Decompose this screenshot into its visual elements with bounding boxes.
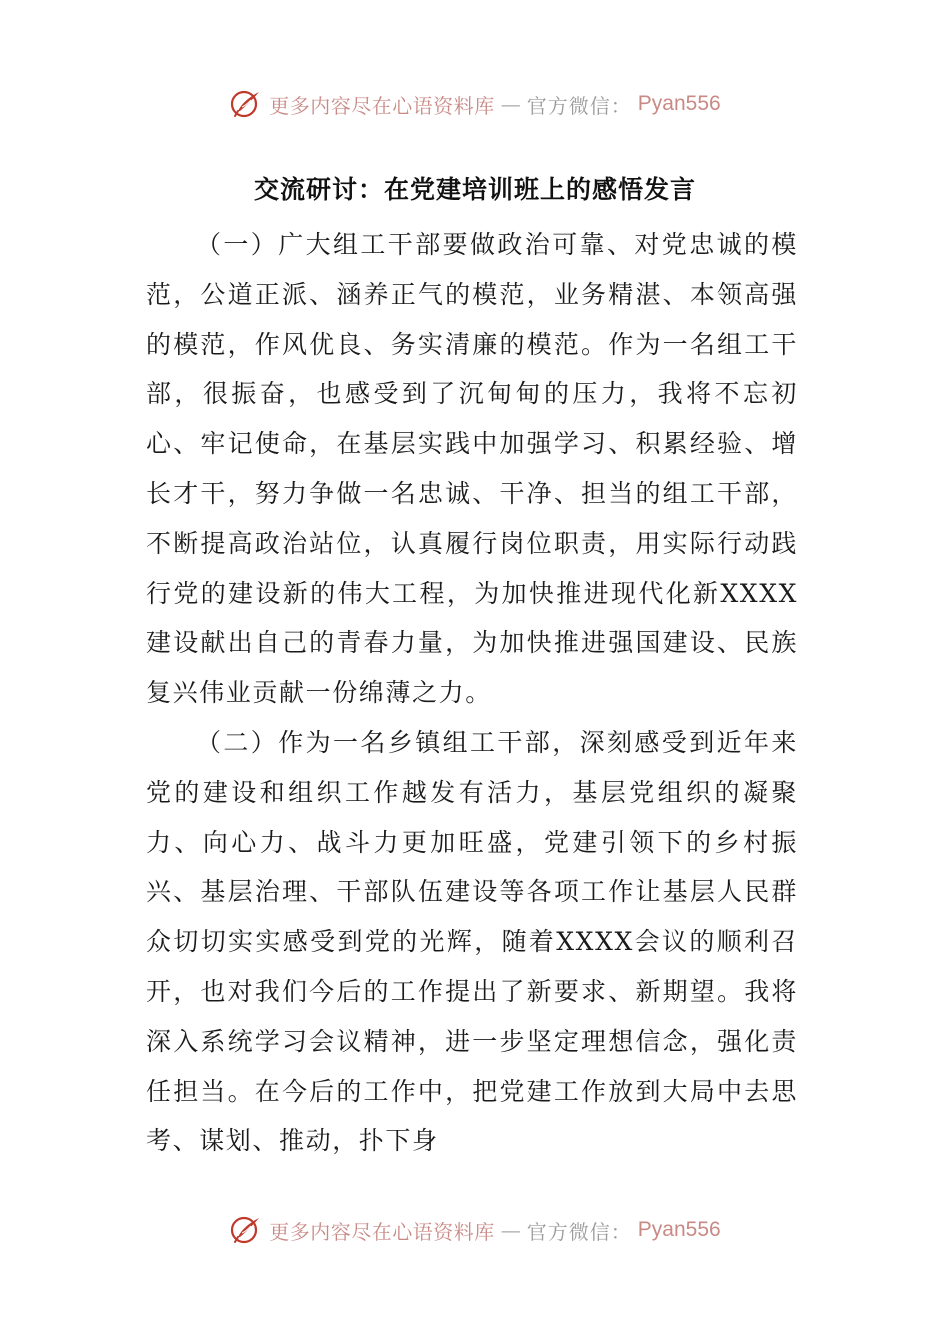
banner-wechat-id: Pyan556 (637, 92, 721, 115)
document-body (146, 220, 798, 1166)
header-banner (0, 84, 950, 124)
banner-dash: — (500, 1218, 521, 1242)
footer-banner (0, 1210, 950, 1250)
document-title: 交流研讨：在党建培训班上的感悟发言 (253, 175, 696, 204)
banner-wechat-id: Pyan556 (637, 1218, 721, 1241)
banner-dash: — (500, 92, 521, 116)
banner-site-text: 更多内容尽在心语资料库 (269, 1219, 495, 1244)
paragraph: （一）广大组工干部要做政治可靠、对党忠诚的模范，公道正派、涵养正气的模范，业务精湛、本领高强的模范，作风优良、务实清廉的模范。作为一名组工干部，很振奋，也感受到了沉甸甸的压力，我将不忘初心、牢记使命，在基层实践中加强学习、积累经验、增长才干，努力争做一名忠诚、干净、担当的组工干部，不断提高政治站位，认真履行岗位职责，用实际行动践行党的建设新的伟大工程，为加快推进现代化新XXXX建设献出自己的青春力量，为加快推进强国建设、民族复兴伟业贡献一份绵薄之力。 (146, 230, 798, 708)
quill-pen-logo-icon (229, 87, 263, 121)
paragraph: （二）作为一名乡镇组工干部，深刻感受到近年来党的建设和组织工作越发有活力，基层党组织的凝聚力、向心力、战斗力更加旺盛，党建引领下的乡村振兴、基层治理、干部队伍建设等各项工作让基层人民群众切切实实感受到党的光辉，随着XXXX会议的顺利召开，也对我们今后的工作提出了新要求、新期望。我将深入系统学习会议精神，进一步坚定理想信念，强化责任担当。在今后的工作中，把党建工作放到大局中去思考、谋划、推动，扑下身 (146, 727, 798, 1156)
banner-wechat-label: 官方微信： (526, 93, 632, 118)
banner-wechat-label: 官方微信： (526, 1219, 632, 1244)
banner-site-text: 更多内容尽在心语资料库 (269, 93, 495, 118)
quill-pen-logo-icon (229, 1213, 263, 1247)
